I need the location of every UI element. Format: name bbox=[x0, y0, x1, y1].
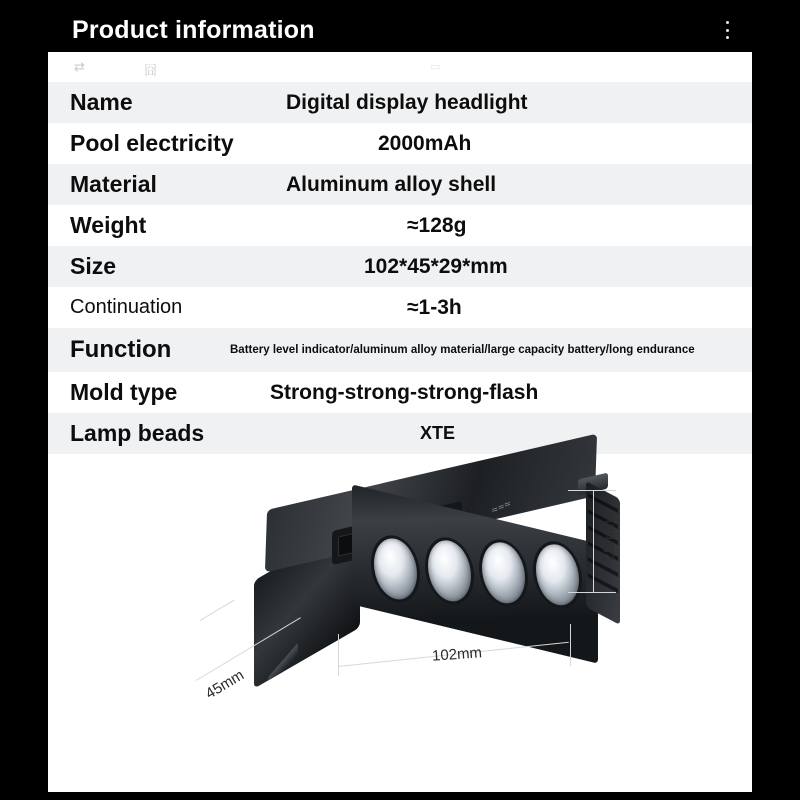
mount-clip bbox=[268, 643, 298, 689]
table-row bbox=[48, 413, 752, 454]
kebab-dot bbox=[726, 29, 729, 32]
kebab-dot bbox=[726, 21, 729, 24]
spec-value: Aluminum alloy shell bbox=[286, 172, 497, 196]
kebab-dot bbox=[726, 36, 729, 39]
table-row bbox=[48, 164, 752, 205]
spec-value: 102*45*29*mm bbox=[364, 254, 508, 278]
table-row bbox=[48, 82, 752, 123]
spec-label: Weight bbox=[70, 212, 147, 238]
dim-tick bbox=[570, 624, 571, 666]
header-bar bbox=[48, 8, 752, 52]
table-row bbox=[48, 123, 752, 164]
spec-value: XTE bbox=[420, 423, 456, 443]
led-lens bbox=[374, 534, 417, 604]
spec-label: Mold type bbox=[70, 379, 178, 405]
grid-icon: 囧 bbox=[144, 64, 157, 79]
icon-strip bbox=[48, 52, 752, 82]
table-row bbox=[48, 246, 752, 287]
side-lens bbox=[300, 665, 326, 689]
dim-line-height bbox=[593, 490, 594, 592]
spec-label: Size bbox=[70, 253, 117, 279]
spec-value: ≈1-3h bbox=[407, 295, 462, 319]
page-title: Product information bbox=[72, 15, 315, 44]
spec-value: 2000mAh bbox=[378, 131, 472, 155]
spec-value: Digital display headlight bbox=[286, 90, 528, 114]
transfer-icon: ⇄ bbox=[74, 60, 85, 75]
placeholder-icon: ▭ bbox=[430, 60, 441, 73]
led-lens bbox=[482, 538, 525, 608]
dim-label-depth: 45mm bbox=[202, 666, 248, 703]
dim-tick bbox=[568, 592, 616, 593]
spec-label: Material bbox=[70, 171, 157, 197]
spec-value: Strong-strong-strong-flash bbox=[270, 380, 539, 404]
spec-label: Name bbox=[70, 89, 133, 115]
kebab-menu-icon[interactable] bbox=[720, 21, 734, 39]
dim-tick bbox=[338, 634, 339, 676]
dim-label-length: 102mm bbox=[431, 644, 483, 665]
brand-mark: ≈≈≈ bbox=[491, 498, 513, 517]
dim-tick bbox=[568, 490, 616, 491]
spec-value: Battery level indicator/aluminum alloy material/large capacity battery/long endurance bbox=[230, 344, 695, 356]
spec-value: ≈128g bbox=[407, 213, 467, 237]
spec-label: Lamp beads bbox=[70, 420, 205, 446]
led-lens bbox=[428, 536, 471, 606]
spec-label: Continuation bbox=[70, 296, 183, 318]
dim-label-height: 29mm bbox=[600, 519, 618, 562]
table-row bbox=[48, 205, 752, 246]
product-info-sheet bbox=[48, 8, 752, 792]
led-lens bbox=[536, 540, 579, 610]
table-row bbox=[48, 372, 752, 413]
dim-tick bbox=[200, 599, 235, 620]
product-photo bbox=[48, 454, 752, 754]
spec-table bbox=[48, 82, 752, 454]
table-row bbox=[48, 287, 752, 328]
spec-label: Function bbox=[70, 336, 172, 363]
spec-label: Pool electricity bbox=[70, 130, 234, 156]
table-row bbox=[48, 328, 752, 372]
